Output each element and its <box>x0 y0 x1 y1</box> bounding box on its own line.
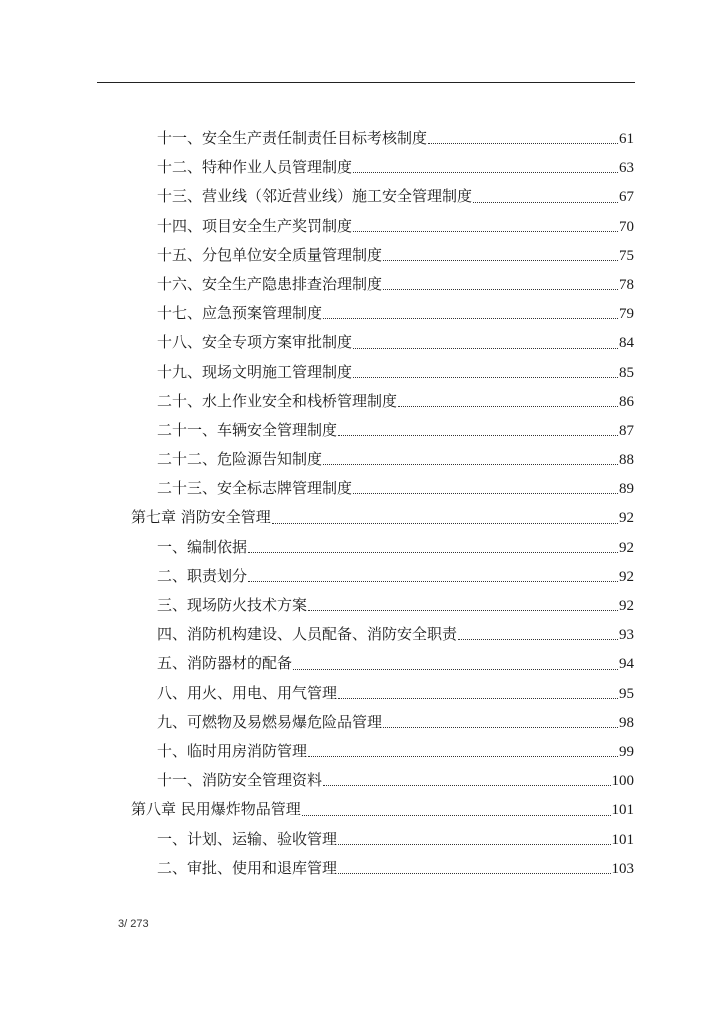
toc-entry-page: 101 <box>611 802 634 819</box>
toc-section-entry[interactable] <box>0 591 724 620</box>
toc-entry-title: 十一、消防安全管理资料 <box>157 771 323 790</box>
toc-entry-page: 85 <box>619 364 634 381</box>
toc-dot-leader <box>398 406 618 407</box>
toc-entry-title: 五、消防器材的配备 <box>157 654 293 673</box>
toc-section-entry[interactable] <box>0 474 724 503</box>
toc-entry-page: 93 <box>619 627 634 644</box>
toc-section-entry[interactable] <box>0 679 724 708</box>
toc-section-entry[interactable] <box>0 649 724 678</box>
toc-dot-leader <box>323 318 618 319</box>
toc-section-entry[interactable] <box>0 241 724 270</box>
toc-entry-title: 十六、安全生产隐患排查治理制度 <box>157 274 383 293</box>
toc-dot-leader <box>323 785 610 786</box>
toc-entry-title: 第八章 民用爆炸物品管理 <box>131 800 301 819</box>
toc-dot-leader <box>338 873 610 874</box>
toc-entry-page: 63 <box>619 160 634 177</box>
toc-entry-page: 98 <box>619 714 634 731</box>
toc-entry-page: 89 <box>619 481 634 498</box>
toc-section-entry[interactable] <box>0 825 724 854</box>
toc-entry-title: 二十、水上作业安全和栈桥管理制度 <box>157 391 398 410</box>
toc-entry-page: 92 <box>619 510 634 527</box>
toc-entry-page: 61 <box>619 131 634 147</box>
toc-dot-leader <box>293 669 618 670</box>
toc-entry-title: 二十一、车辆安全管理制度 <box>157 420 338 439</box>
toc-section-entry[interactable] <box>0 358 724 387</box>
toc-dot-leader <box>353 493 618 494</box>
toc-entry-title: 二、职责划分 <box>157 566 248 585</box>
toc-entry-page: 101 <box>611 831 634 848</box>
toc-entry-page: 67 <box>619 189 634 206</box>
toc-entry-page: 95 <box>619 685 634 702</box>
toc-entry-page: 99 <box>619 743 634 760</box>
toc-entry-title: 二十三、安全标志牌管理制度 <box>157 479 353 498</box>
toc-section-entry[interactable] <box>0 270 724 299</box>
toc-dot-leader <box>338 435 618 436</box>
page-number: 3/ 273 <box>118 918 149 930</box>
toc-dot-leader <box>248 581 618 582</box>
toc-dot-leader <box>353 377 618 378</box>
toc-section-entry[interactable] <box>0 737 724 766</box>
toc-entry-title: 三、现场防火技术方案 <box>157 596 308 614</box>
toc-entry-page: 75 <box>619 247 634 264</box>
toc-dot-leader <box>383 289 618 290</box>
toc-section-entry[interactable] <box>0 854 724 883</box>
toc-section-entry[interactable] <box>0 124 724 153</box>
toc-dot-leader <box>383 727 618 728</box>
toc-dot-leader <box>338 698 618 699</box>
toc-entry-title: 十二、特种作业人员管理制度 <box>157 158 353 177</box>
toc-dot-leader <box>248 552 618 553</box>
toc-dot-leader <box>308 610 618 611</box>
toc-entry-title: 十八、安全专项方案审批制度 <box>157 333 353 352</box>
toc-entry-page: 79 <box>619 306 634 323</box>
toc-dot-leader <box>308 756 618 757</box>
toc-entry-page: 88 <box>619 452 634 469</box>
toc-entry-page: 70 <box>619 218 634 235</box>
toc-dot-leader <box>383 260 618 261</box>
toc-entry-title: 第七章 消防安全管理 <box>131 508 271 527</box>
toc-section-entry[interactable] <box>0 562 724 591</box>
toc-section-entry[interactable] <box>0 387 724 416</box>
toc-entry-page: 78 <box>619 276 634 293</box>
toc-section-entry[interactable] <box>0 182 724 211</box>
toc-entry-page: 94 <box>619 656 634 673</box>
toc-section-entry[interactable] <box>0 153 724 182</box>
toc-entry-title: 十三、营业线（邻近营业线）施工安全管理制度 <box>157 187 473 206</box>
toc-section-entry[interactable] <box>0 416 724 445</box>
toc-dot-leader <box>473 202 618 203</box>
toc-dot-leader <box>353 172 618 173</box>
toc-section-entry[interactable] <box>0 328 724 357</box>
toc-chapter-entry[interactable] <box>0 795 724 824</box>
toc-section-entry[interactable] <box>0 533 724 562</box>
toc-entry-page: 103 <box>611 860 634 877</box>
toc-entry-title: 十九、现场文明施工管理制度 <box>157 362 353 381</box>
toc-dot-leader <box>272 523 618 524</box>
toc-section-entry[interactable] <box>0 708 724 737</box>
toc-entry-title: 十七、应急预案管理制度 <box>157 304 323 323</box>
toc-entry-title: 一、编制依据 <box>157 537 248 556</box>
toc-section-entry[interactable] <box>0 620 724 649</box>
toc-entry-title: 十、临时用房消防管理 <box>157 741 308 760</box>
toc-entry-page: 100 <box>611 773 634 790</box>
toc-entry-title: 九、可燃物及易燃易爆危险品管理 <box>157 712 383 731</box>
toc-entry-page: 92 <box>619 568 634 585</box>
toc-entry-title: 一、计划、运输、验收管理 <box>157 829 338 848</box>
toc-dot-leader <box>353 231 618 232</box>
toc-entry-title: 二十二、危险源告知制度 <box>157 450 323 469</box>
toc-entry-title: 四、消防机构建设、人员配备、消防安全职责 <box>157 625 458 644</box>
toc-entry-title: 八、用火、用电、用气管理 <box>157 683 338 702</box>
header-rule <box>97 82 635 83</box>
toc-entry-page: 86 <box>619 393 634 410</box>
toc-entry-title: 十四、项目安全生产奖罚制度 <box>157 216 353 235</box>
toc-dot-leader <box>428 143 618 144</box>
toc-entry-page: 92 <box>619 598 634 614</box>
table-of-contents <box>0 124 724 883</box>
toc-dot-leader <box>338 844 610 845</box>
toc-entry-page: 84 <box>619 335 634 352</box>
toc-entry-title: 十五、分包单位安全质量管理制度 <box>157 245 383 264</box>
toc-entry-page: 92 <box>619 539 634 556</box>
toc-dot-leader <box>458 639 618 640</box>
toc-entry-title: 二、审批、使用和退库管理 <box>157 858 338 877</box>
toc-chapter-entry[interactable] <box>0 503 724 532</box>
toc-section-entry[interactable] <box>0 445 724 474</box>
toc-entry-title: 十一、安全生产责任制责任目标考核制度 <box>157 129 428 147</box>
toc-section-entry[interactable] <box>0 766 724 795</box>
toc-section-entry[interactable] <box>0 299 724 328</box>
toc-dot-leader <box>353 348 618 349</box>
toc-section-entry[interactable] <box>0 212 724 241</box>
toc-entry-page: 87 <box>619 422 634 439</box>
toc-dot-leader <box>302 815 611 816</box>
toc-dot-leader <box>323 464 618 465</box>
